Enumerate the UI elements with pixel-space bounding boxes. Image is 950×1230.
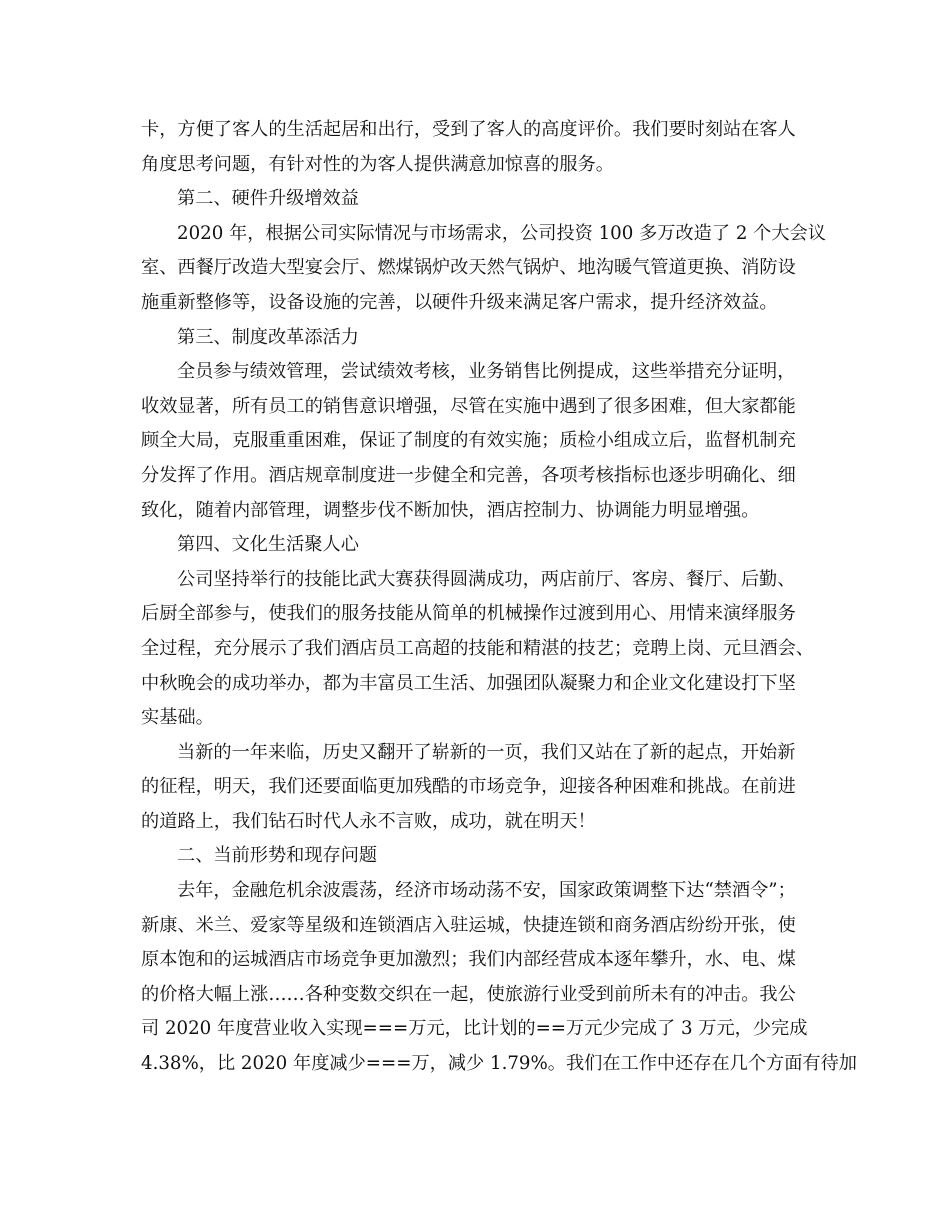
text-line: 全过程，充分展示了我们酒店员工高超的技能和精湛的技艺；竞聘上岗、元旦酒会、 <box>141 637 814 659</box>
text-line: 去年，金融危机余波震荡，经济市场动荡不安，国家政策调整下达“禁酒令”； <box>177 880 796 902</box>
section-heading: 第三、制度改革添活力 <box>177 326 359 348</box>
text-line: 新康、米兰、爱家等星级和连锁酒店入驻运城，快捷连锁和商务酒店纷纷开张，使 <box>141 914 796 936</box>
text-line: 全员参与绩效管理，尝试绩效考核，业务销售比例提成，这些举措充分证明， <box>177 361 796 383</box>
text-line: 顾全大局，克服重重困难，保证了制度的有效实施；质检小组成立后，监督机制充 <box>141 430 796 452</box>
text-line: 室、西餐厅改造大型宴会厅、燃煤锅炉改天然气锅炉、地沟暖气管道更换、消防设 <box>141 257 796 279</box>
text-line: 收效显著，所有员工的销售意识增强，尽管在实施中遇到了很多困难，但大家都能 <box>141 395 796 417</box>
text-line: 后厨全部参与，使我们的服务技能从简单的机械操作过渡到用心、用情来演绎服务 <box>141 603 796 625</box>
text-line: 施重新整修等，设备设施的完善，以硬件升级来满足客户需求，提升经济效益。 <box>141 291 778 313</box>
text-line: 分发挥了作用。酒店规章制度进一步健全和完善，各项考核指标也逐步明确化、细 <box>141 464 796 486</box>
text-line: 实基础。 <box>141 707 214 729</box>
document-body <box>141 113 857 1082</box>
text-line: 致化，随着内部管理，调整步伐不断加快，酒店控制力、协调能力明显增强。 <box>141 499 760 521</box>
section-heading: 第二、硬件升级增效益 <box>177 188 359 210</box>
text-line: 公司坚持举行的技能比武大赛获得圆满成功，两店前厅、客房、餐厅、后勤、 <box>177 568 796 590</box>
text-line: 4.38%，比 2020 年度减少===万，减少 1.79%。我们在工作中还存在几个方面有待加 <box>141 1053 857 1075</box>
text-line: 的道路上，我们钻石时代人永不言败，成功，就在明天！ <box>141 810 596 832</box>
text-line: 2020 年，根据公司实际情况与市场需求，公司投资 100 多万改造了 2 个大会议 <box>177 222 826 244</box>
text-line: 卡，方便了客人的生活起居和出行，受到了客人的高度评价。我们要时刻站在客人 <box>141 119 796 140</box>
text-line: 的价格大幅上涨……各种变数交织在一起，使旅游行业受到前所未有的冲击。我公 <box>141 983 796 1005</box>
section-heading: 第四、文化生活聚人心 <box>177 534 359 556</box>
text-line: 中秋晚会的成功举办，都为丰富员工生活、加强团队凝聚力和企业文化建设打下坚 <box>141 672 796 694</box>
text-line: 司 2020 年度营业收入实现===万元，比计划的==万元少完成了 3 万元，少完成 <box>141 1018 808 1040</box>
section-heading: 二、当前形势和现存问题 <box>177 845 378 867</box>
text-line: 当新的一年来临，历史又翻开了崭新的一页，我们又站在了新的起点，开始新 <box>177 741 796 763</box>
text-line: 原本饱和的运城酒店市场竞争更加激烈；我们内部经营成本逐年攀升，水、电、煤 <box>141 949 796 971</box>
text-line: 的征程，明天，我们还要面临更加残酷的市场竞争，迎接各种困难和挑战。在前进 <box>141 776 796 798</box>
text-line: 角度思考问题，有针对性的为客人提供满意加惊喜的服务。 <box>141 153 614 175</box>
